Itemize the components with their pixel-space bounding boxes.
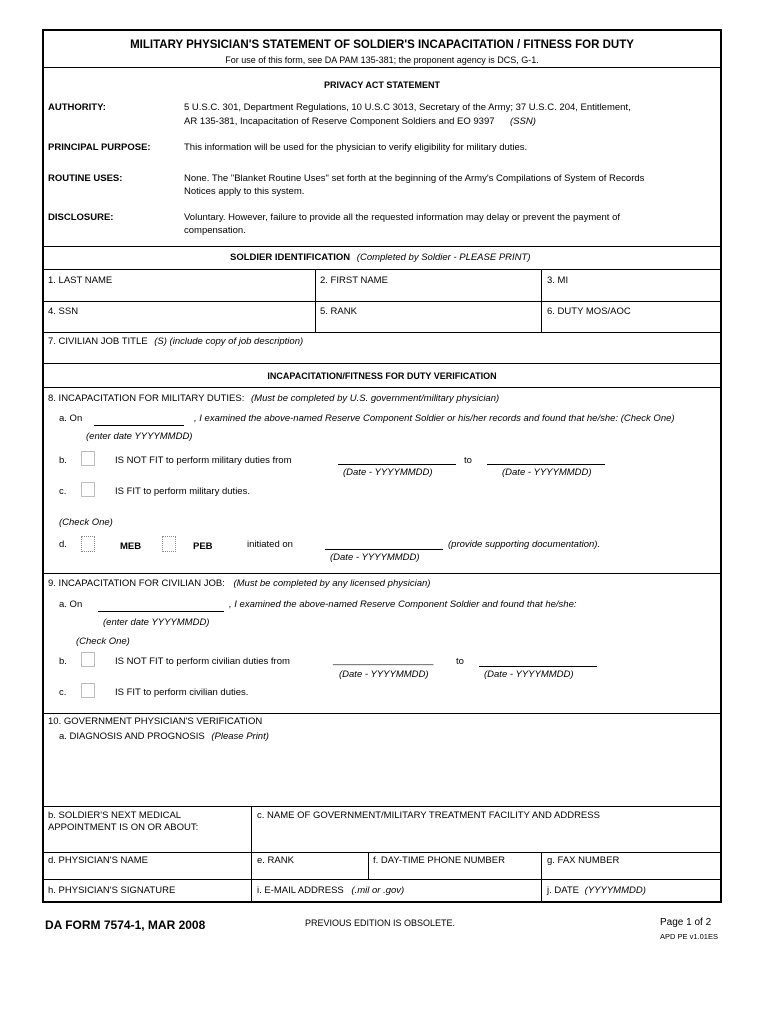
s8-exam-date-input[interactable] [94,425,184,426]
next-appointment-label-1: b. SOLDIER'S NEXT MEDICAL [48,810,182,821]
disclosure-label: DISCLOSURE: [48,212,114,223]
edition-note: PREVIOUS EDITION IS OBSOLETE. [305,918,456,928]
divider [43,67,721,68]
s8-date-hint-to: (Date - YYYYMMDD) [502,467,592,478]
next-appointment-label-2: APPOINTMENT IS ON OR ABOUT: [48,822,199,833]
date-note: (YYYYMMDD) [584,885,646,896]
divider [43,806,721,807]
date-label: j. DATE [547,885,580,896]
s8-date-hint-from: (Date - YYYYMMDD) [343,467,433,478]
diagnosis-label: a. DIAGNOSIS AND PROGNOSIS [59,731,205,742]
s8-not-fit-from-input[interactable] [338,464,456,465]
email-field[interactable] [257,885,404,896]
s8-a-text: , I examined the above-named Reserve Component Soldier or his/her records and found that he/she: (Check One) [194,413,675,424]
email-note: (.mil or .gov) [351,885,405,896]
peb-checkbox[interactable] [162,536,176,552]
rank-field[interactable]: 5. RANK [320,306,357,317]
phone-field[interactable]: f. DAY-TIME PHONE NUMBER [373,855,505,866]
first-name-field[interactable]: 2. FIRST NAME [320,275,388,286]
s8-d-label: d. [59,539,67,550]
disclosure-text-2: compensation. [184,225,246,236]
s8-fit-checkbox[interactable] [81,482,95,497]
s9-a-text: , I examined the above-named Reserve Component Soldier and found that he/she: [229,599,577,610]
s8-check-one: (Check One) [59,517,113,528]
routine-label: ROUTINE USES: [48,173,123,184]
section-9-note: (Must be completed by any licensed physician) [233,578,431,589]
divider [43,332,721,333]
purpose-label: PRINCIPAL PURPOSE: [48,142,151,153]
initiated-on-label: initiated on [247,539,293,550]
s9-to-label: to [456,656,464,667]
duty-mos-field[interactable]: 6. DUTY MOS/AOC [547,306,631,317]
s8-fit-text: IS FIT to perform military duties. [115,486,250,497]
ssn-field[interactable]: 4. SSN [48,306,79,317]
last-name-field[interactable]: 1. LAST NAME [48,275,113,286]
s9-date-hint-to: (Date - YYYYMMDD) [484,669,574,680]
s9-fit-checkbox[interactable] [81,683,95,698]
s8-enter-date-hint: (enter date YYYYMMDD) [86,431,193,442]
routine-text-1: None. The "Blanket Routine Uses" set forth at the beginning of the Army's Compilations of System of Records [184,173,645,184]
divider [43,387,721,388]
divider [251,807,252,901]
s9-b-label: b. [59,656,67,667]
s9-date-hint-from: (Date - YYYYMMDD) [339,669,429,680]
civilian-job-field[interactable] [48,336,303,347]
section-8-header [48,393,499,404]
s8-to-label: to [464,455,472,466]
form-frame [42,29,722,903]
initiated-date-input[interactable] [325,549,443,550]
divider [43,713,721,714]
disclosure-text-1: Voluntary. However, failure to provide all the requested information may delay or prevent the payment of [184,212,621,223]
s9-exam-date-input[interactable] [98,611,224,612]
divider [43,852,721,853]
section-8-label: 8. INCAPACITATION FOR MILITARY DUTIES: [48,393,245,404]
email-label: i. E-MAIL ADDRESS [257,885,344,896]
divider [43,363,721,364]
divider [43,246,721,247]
s9-not-fit-checkbox[interactable] [81,652,95,667]
section-10-label: 10. GOVERNMENT PHYSICIAN'S VERIFICATION [48,716,263,727]
physician-name-field[interactable]: d. PHYSICIAN'S NAME [48,855,149,866]
section-9-label: 9. INCAPACITATION FOR CIVILIAN JOB: [48,578,225,589]
authority-label: AUTHORITY: [48,102,106,113]
signature-field[interactable]: h. PHYSICIAN'S SIGNATURE [48,885,176,896]
s9-enter-date-hint: (enter date YYYYMMDD) [103,617,210,628]
divider [368,853,369,879]
civilian-job-note: (S) (include copy of job description) [154,336,304,347]
peb-label: PEB [193,541,213,552]
authority-text-1: 5 U.S.C. 301, Department Regulations, 10 U.S.C 3013, Secretary of the Army; 37 U.S.C. 204, Entitlement, [184,102,631,113]
physician-rank-field[interactable]: e. RANK [257,855,294,866]
divider [43,269,721,270]
mi-field[interactable]: 3. MI [547,275,569,286]
form-id: DA FORM 7574-1, MAR 2008 [45,918,206,932]
privacy-heading: PRIVACY ACT STATEMENT [323,80,440,90]
authority-ssn: (SSN) [510,116,536,127]
s8-not-fit-to-input[interactable] [487,464,605,465]
divider [541,853,542,901]
verification-heading: INCAPACITATION/FITNESS FOR DUTY VERIFICATION [267,371,497,381]
soldier-id-note: (Completed by Soldier - PLEASE PRINT) [356,252,531,263]
s8-not-fit-checkbox[interactable] [81,451,95,466]
divider [43,301,721,302]
authority-text-2: AR 135-381, Incapacitation of Reserve Component Soldiers and EO 9397 [184,116,495,127]
soldier-id-heading-group [230,252,531,263]
provide-docs-note: (provide supporting documentation). [448,539,601,550]
page-number: Page 1 of 2 [660,917,712,928]
fax-field[interactable]: g. FAX NUMBER [547,855,620,866]
s9-fit-text: IS FIT to perform civilian duties. [115,687,249,698]
s8-a-label: a. On [59,413,83,424]
s9-not-fit-text: IS NOT FIT to perform civilian duties from [115,656,290,667]
meb-label: MEB [120,541,142,552]
purpose-text: This information will be used for the physician to verify eligibility for military duties. [184,142,528,153]
version-label: APD PE v1.01ES [660,932,718,941]
routine-text-2: Notices apply to this system. [184,186,305,197]
diagnosis-field[interactable] [59,731,269,742]
facility-field[interactable]: c. NAME OF GOVERNMENT/MILITARY TREATMENT FACILITY AND ADDRESS [257,810,600,821]
form-title: MILITARY PHYSICIAN'S STATEMENT OF SOLDIER'S INCAPACITATION / FITNESS FOR DUTY [130,39,634,51]
s8-b-label: b. [59,455,67,466]
next-appointment-field[interactable] [48,810,198,834]
diagnosis-note: (Please Print) [211,731,269,742]
divider [43,573,721,574]
s9-not-fit-to-input[interactable] [479,666,597,667]
s9-check-one: (Check One) [76,636,130,647]
s9-a-label: a. On [59,599,83,610]
s9-c-label: c. [59,687,67,698]
form-subtitle: For use of this form, see DA PAM 135-381; the proponent agency is DCS, G-1. [225,55,539,65]
date-field[interactable] [547,885,646,896]
divider [43,879,721,880]
s8-d-date-hint: (Date - YYYYMMDD) [330,552,420,563]
s8-c-label: c. [59,486,67,497]
meb-checkbox[interactable] [81,536,95,552]
section-9-header [48,578,430,589]
civilian-job-label: 7. CIVILIAN JOB TITLE [48,336,148,347]
s8-not-fit-text: IS NOT FIT to perform military duties from [115,455,292,466]
s9-not-fit-from-input[interactable]: ___________________ [333,655,434,666]
section-8-note: (Must be completed by U.S. government/military physician) [251,393,500,404]
soldier-id-heading: SOLDIER IDENTIFICATION [230,252,351,263]
